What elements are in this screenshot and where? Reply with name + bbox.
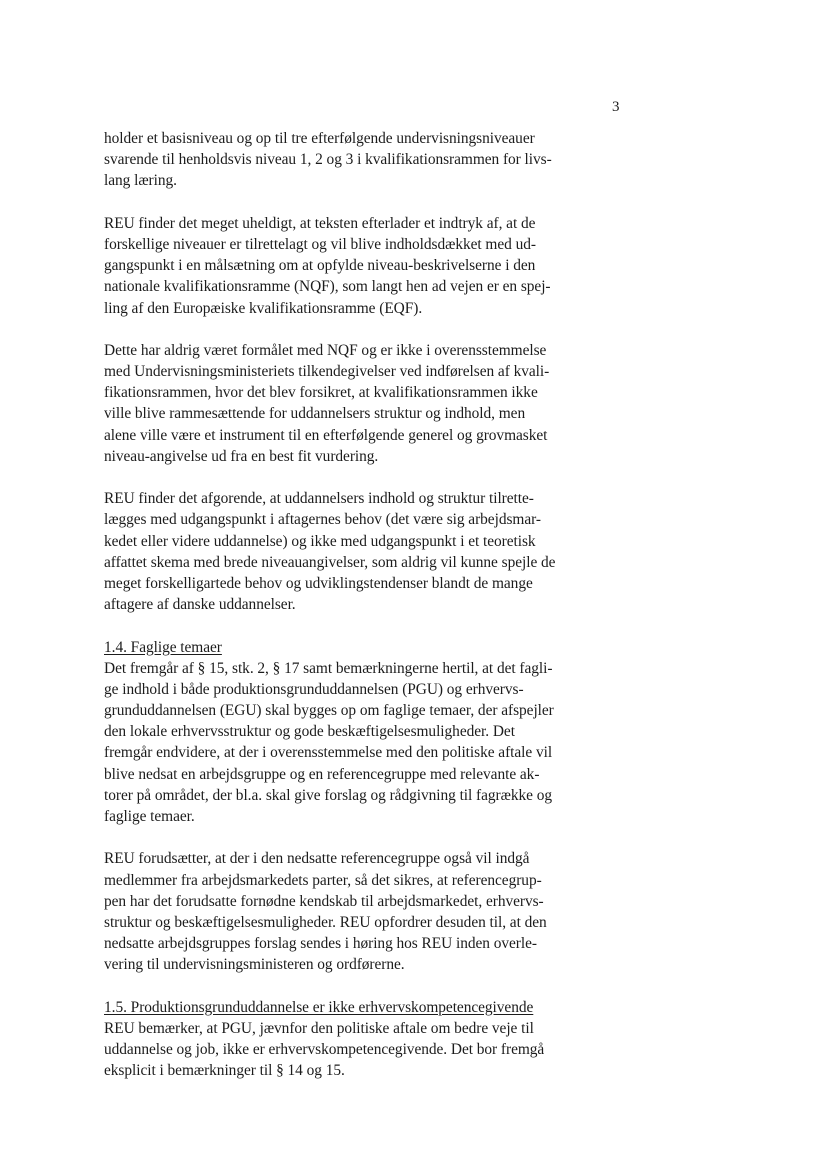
text-line: Det fremgår af § 15, stk. 2, § 17 samt bemærkningerne hertil, at det fagli-	[104, 659, 553, 677]
text-line: ling af den Europæiske kvalifikationsramme (EQF).	[104, 299, 423, 317]
paragraph-gap	[104, 615, 574, 636]
text-line: REU bemærker, at PGU, jævnfor den politiske aftale om bedre veje til	[104, 1019, 534, 1037]
document-body	[104, 128, 574, 1081]
text-line: ville blive rammesættende for uddannelsers struktur og indhold, men	[104, 405, 526, 423]
paragraph-gap	[104, 827, 574, 848]
text-line: uddannelse og job, ikke er erhvervskompetencegivende. Det bor fremgå	[104, 1041, 545, 1059]
text-line: alene ville være et instrument til en efterfølgende generel og grovmasket	[104, 426, 548, 444]
section-heading: 1.4. Faglige temaer	[104, 638, 222, 656]
paragraph-gap	[104, 319, 574, 340]
text-line: svarende til henholdsvis niveau 1, 2 og 3 i kvalifikationsrammen for livs-	[104, 151, 552, 169]
text-line: lægges med udgangspunkt i aftagernes behov (det være sig arbejdsmar-	[104, 511, 541, 529]
text-line: REU finder det meget uheldigt, at teksten efterlader et indtryk af, at de	[104, 214, 536, 232]
page-number: 3	[612, 99, 620, 115]
text-line: vering til undervisningsministeren og ordførerne.	[104, 956, 405, 974]
text-line: Dette har aldrig været formålet med NQF og er ikke i overensstemmelse	[104, 341, 547, 359]
text-line: pen har det forudsatte fornødne kendskab til arbejdsmarkedet, erhvervs-	[104, 892, 544, 910]
text-line: faglige temaer.	[104, 808, 195, 825]
text-line: affattet skema med brede niveauangivelser, som aldrig vil kunne spejle de	[104, 553, 556, 571]
text-line: gangspunkt i en målsætning om at opfylde niveau-beskrivelserne i den	[104, 257, 536, 275]
text-line: holder et basisniveau og op til tre efterfølgende undervisningsniveauer	[104, 130, 535, 147]
text-line: blive nedsat en arbejdsgruppe og en referencegruppe med relevante ak-	[104, 765, 540, 783]
text-line: meget forskelligartede behov og udviklingstendenser blandt de mange	[104, 574, 533, 592]
text-line: kedet eller videre uddannelse) og ikke med udgangspunkt i et teoretisk	[104, 532, 536, 550]
text-line: lang læring.	[104, 172, 177, 190]
text-line: den lokale erhvervsstruktur og gode beskæftigelsesmuligheder. Det	[104, 723, 515, 741]
text-line: REU forudsætter, at der i den nedsatte referencegruppe også vil indgå	[104, 850, 530, 868]
text-line: REU finder det afgorende, at uddannelsers indhold og struktur tilrette-	[104, 490, 534, 508]
paragraph-gap	[104, 467, 574, 488]
text-line: ge indhold i både produktionsgrunduddannelsen (PGU) og erhvervs-	[104, 680, 524, 698]
text-line: grunduddannelsen (EGU) skal bygges op om faglige temaer, der afspejler	[104, 702, 554, 720]
paragraph-gap	[104, 192, 574, 213]
text-line: torer på området, der bl.a. skal give forslag og rådgivning til fagrække og	[104, 786, 553, 804]
text-line: niveau-angivelse ud fra en best fit vurdering.	[104, 447, 379, 465]
text-line: forskellige niveauer er tilrettelagt og vil blive indholdsdækket med ud-	[104, 235, 536, 253]
text-line: fikationsrammen, hvor det blev forsikret, at kvalifikationsrammen ikke	[104, 384, 538, 402]
text-line: aftagere af danske uddannelser.	[104, 596, 296, 614]
text-line: eksplicit i bemærkninger til § 14 og 15.	[104, 1062, 345, 1080]
text-line: struktur og beskæftigelsesmuligheder. REU opfordrer desuden til, at den	[104, 913, 547, 931]
section-heading: 1.5. Produktionsgrunduddannelse er ikke erhvervskompetencegivende	[104, 998, 534, 1016]
text-line: nationale kvalifikationsramme (NQF), som langt hen ad vejen er en spej-	[104, 278, 551, 296]
text-line: fremgår endvidere, at der i overensstemmelse med den politiske aftale vil	[104, 744, 553, 762]
text-line: nedsatte arbejdsgruppes forslag sendes i høring hos REU inden overle-	[104, 935, 537, 953]
text-line: med Undervisningsministeriets tilkendegivelser ved indførelsen af kvali-	[104, 363, 550, 381]
text-line: medlemmer fra arbejdsmarkedets parter, så det sikres, at referencegrup-	[104, 871, 542, 889]
paragraph-gap	[104, 976, 574, 997]
